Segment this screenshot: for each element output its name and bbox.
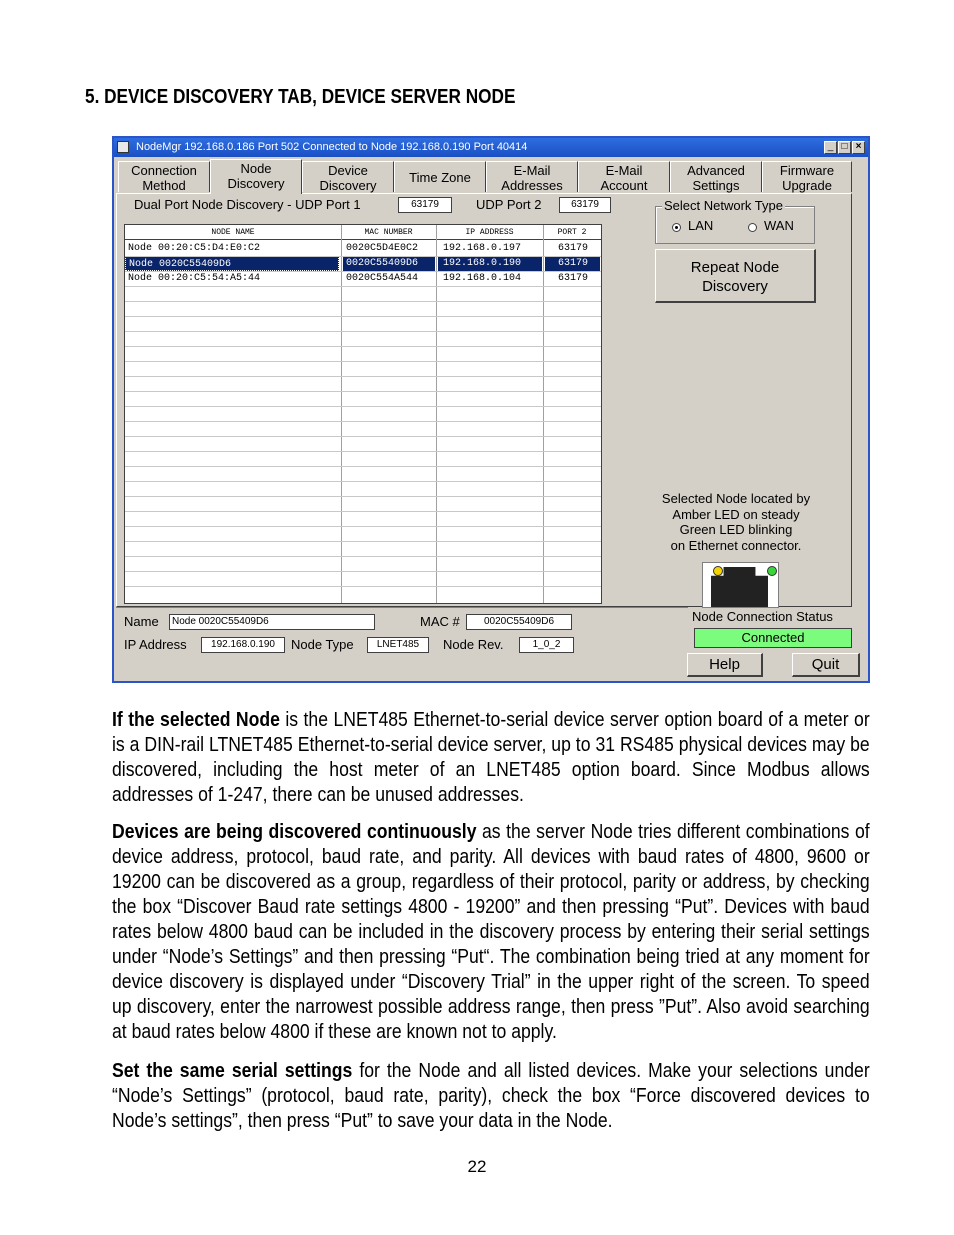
tab-label: Device [328,163,368,178]
paragraph-lead: Devices are being discovered continuously [112,821,477,843]
tab-label: Settings [692,178,740,193]
ip-address-label: IP Address [124,637,187,652]
cell-node-name: Node 00:20:C5:D4:E0:C2 [128,243,261,254]
name-field[interactable]: Node 0020C55409D6 [169,614,375,630]
column-header-ip-address[interactable]: IP ADDRESS [436,226,543,240]
row-line [125,331,601,332]
tab-label: Connection [131,163,197,178]
locate-node-note [634,491,838,553]
node-type-field[interactable]: LNET485 [367,637,429,653]
tab-email-account[interactable] [578,161,670,192]
paragraph-selected-node [112,708,870,808]
row-line [125,406,601,407]
row-line [125,541,601,542]
row-line [125,391,601,392]
row-line [125,511,601,512]
tab-time-zone[interactable] [394,161,486,192]
close-button[interactable]: × [852,141,865,154]
cell-ip: 192.168.0.190 [438,256,542,271]
dual-port-label: Dual Port Node Discovery - UDP Port 1 [134,197,361,212]
maximize-button[interactable]: □ [838,141,851,154]
node-rev-label: Node Rev. [443,637,504,652]
row-line [125,256,601,257]
row-line [125,481,601,482]
row-line [125,556,601,557]
page-number: 22 [467,1157,487,1176]
tab-label: Advanced [687,163,745,178]
mac-field[interactable]: 0020C55409D6 [466,614,572,630]
udp-port1-field[interactable]: 63179 [398,197,452,213]
paragraph-lead: Set the same serial settings [112,1060,353,1082]
row-line [125,421,601,422]
help-button[interactable]: Help [687,653,763,677]
tab-label: Firmware [779,163,835,178]
window-title: NodeMgr 192.168.0.186 Port 502 Connected to Node 192.168.0.190 Port 40414 [136,141,528,153]
paragraph-continuous-discovery [112,820,870,1045]
table-row[interactable] [125,241,602,256]
mac-label: MAC # [420,614,460,629]
green-led-icon [767,566,777,576]
note-line: on Ethernet connector. [670,537,802,553]
ethernet-connector-icon [702,562,779,608]
tab-device-discovery[interactable] [302,161,394,192]
row-line [125,451,601,452]
tab-label: Discovery [227,176,285,191]
row-line [125,586,601,587]
udp-port2-label: UDP Port 2 [476,197,542,212]
tab-label: E-Mail [513,163,551,178]
cell-port: 63179 [545,256,600,271]
tab-connection-method[interactable] [118,161,210,192]
table-row-selected[interactable] [125,256,602,271]
repeat-button-line: Discovery [702,278,768,295]
row-line [125,376,601,377]
column-header-port[interactable]: PORT 2 [543,226,601,240]
tab-advanced-settings[interactable] [670,161,762,192]
cell-port: 63179 [558,243,589,254]
tab-label: Node [240,161,272,176]
wan-label: WAN [764,218,794,233]
tab-label: Upgrade [782,178,832,193]
cell-ip: 192.168.0.104 [443,273,522,284]
row-line [125,526,601,527]
name-label: Name [124,614,159,629]
tab-label: Addresses [501,178,563,193]
amber-led-icon [713,566,723,576]
row-line [125,436,601,437]
udp-port2-field[interactable]: 63179 [559,197,611,213]
node-rev-field[interactable]: 1_0_2 [519,637,574,653]
tab-label: E-Mail [605,163,643,178]
row-line [125,361,601,362]
paragraph-lead: If the selected Node [112,709,280,731]
cell-ip: 192.168.0.197 [443,243,522,254]
network-type-group [655,198,815,244]
tab-label: Method [142,178,186,193]
wan-radio[interactable] [748,223,757,232]
paragraph-text: is the LNET485 Ethernet-to-serial device server option board of a meter or is a DIN-rail LTNET485 Ethernet-to-serial device server, up to 31 RS485 physical devices may be discovered, including the host meter of an LNET485 option board. Since Modbus allows addresses of 1-247, there can be unused addresses. [112,709,870,806]
paragraph-text: for the Node and all listed devices. Make your selections under “Node’s Settings” (protocol, baud rate, parity), check the box “Force discovered devices to Node’s settings”, then press “Put” to save your data in the Node. [112,1060,870,1132]
cell-mac: 0020C5D4E0C2 [346,243,419,254]
connection-status-indicator: Connected [694,628,852,648]
minimize-button[interactable]: _ [824,141,837,154]
tab-node-discovery[interactable] [210,159,302,194]
tab-firmware-upgrade[interactable] [762,161,852,192]
column-divider [601,225,602,603]
cell-node-name: Node 0020C55409D6 [125,256,339,271]
column-header-mac-number[interactable]: MAC NUMBER [341,226,436,240]
row-line [125,466,601,467]
title-bar[interactable] [114,138,868,157]
quit-button[interactable]: Quit [792,653,860,677]
note-line: Amber LED on steady [672,506,800,522]
tab-label: Time Zone [409,170,471,185]
lan-radio[interactable] [672,223,681,232]
note-line: Selected Node located by [661,491,811,506]
tab-label: Discovery [319,178,377,193]
nodemgr-window [112,136,870,683]
paragraph-text: as the server Node tries different combinations of device address, protocol, baud rate, and parity. All devices with baud rates of 4800, 9600 or 19200 can be discovered as a group, regardless of their protocol, parity or address, by checking the box “Discover Baud rate settings 4800 - 19200” and then pressing “Put”. Devices with baud rates below 4800 baud can be included in the discovery process by entering their serial settings under “Node’s Settings” and then pressing “Put“. The combination being tried at any moment for device discovery is displayed under “Discovery Trial” in the upper right of the screen. To speed up discovery, enter the narrowest possible address range, then press ”Put”. Also avoid searching at baud rates below 4800 if these are known not to apply. [112,821,870,1043]
note-line: Green LED blinking [679,522,793,537]
repeat-button-line: Repeat Node [690,259,780,276]
network-type-title: Select Network Type [664,198,783,213]
column-header-node-name[interactable]: NODE NAME [125,226,341,240]
app-icon [117,141,129,153]
row-line [125,286,601,287]
row-line [125,316,601,317]
tab-email-addresses[interactable] [486,161,578,192]
connection-status-label: Node Connection Status [692,609,833,624]
lan-label: LAN [688,218,714,233]
section-heading: 5. DEVICE DISCOVERY TAB, DEVICE SERVER NODE [85,86,516,108]
cell-port: 63179 [558,273,589,284]
node-type-label: Node Type [291,637,354,652]
row-line [125,301,601,302]
cell-mac: 0020C55409D6 [343,256,435,271]
row-line [125,571,601,572]
table-row[interactable] [125,271,602,286]
paragraph-serial-settings [112,1059,870,1134]
tab-label: Account [600,178,648,193]
row-line [125,346,601,347]
row-line [125,496,601,497]
node-table[interactable] [124,224,602,604]
row-line [125,271,601,272]
repeat-node-discovery-button[interactable] [655,249,816,303]
cell-mac: 0020C554A544 [346,273,419,284]
ip-address-field[interactable]: 192.168.0.190 [201,637,285,653]
cell-node-name: Node 00:20:C5:54:A5:44 [128,273,261,284]
